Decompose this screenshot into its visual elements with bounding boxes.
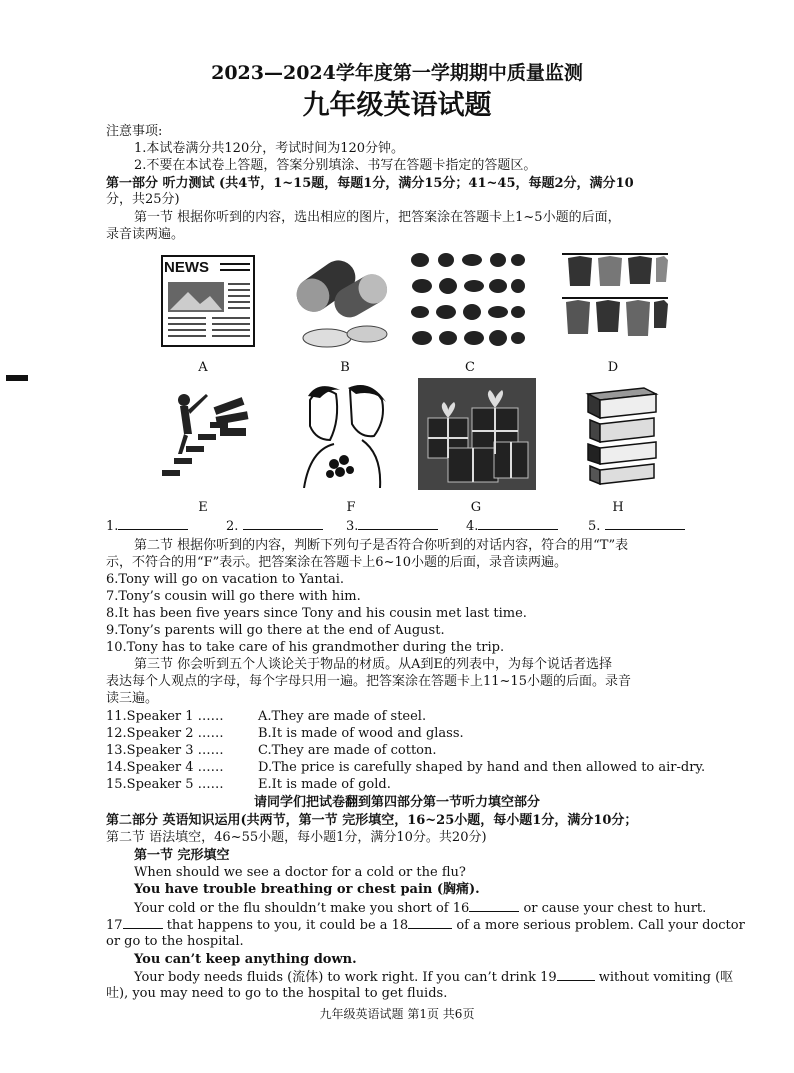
page-footer: 九年级英语试题 第1页 共6页 <box>319 1007 475 1021</box>
speaker-4: 14.Speaker 4 …… <box>106 760 224 775</box>
image-label-f: F <box>346 500 356 515</box>
speaker-3: 13.Speaker 3 …… <box>106 743 224 758</box>
speaker-2: 12.Speaker 2 …… <box>106 726 224 741</box>
passage-line-5: 吐), you may need to go to the hospital to get fluids. <box>106 986 448 1001</box>
blank-18[interactable] <box>408 917 452 929</box>
option-a: A.They are made of steel. <box>258 709 427 724</box>
part2-section1-title: 第一节 完形填空 <box>134 848 230 863</box>
statement-10: 10.Tony has to take care of his grandmother during the trip. <box>106 640 505 655</box>
passage-line-2: 17 that happens to you, it could be a 18 of a more serious problem. Call your doctor <box>106 918 745 933</box>
part2-heading: 第二部分 英语知识运用(共两节，第一节 完形填空，16~25小题，每小题1分，满分10分； <box>106 813 638 828</box>
statement-6: 6.Tony will go on vacation to Yantai. <box>106 572 345 587</box>
image-label-c: C <box>465 360 475 375</box>
image-label-d: D <box>607 360 619 375</box>
blank-19[interactable] <box>557 969 595 981</box>
answer-blank-3[interactable]: 3. <box>346 518 438 535</box>
part1-section2-instruction-cont: 示，不符合的用“F”表示。把答案涂在答题卡上6~10小题的后面，录音读两遍。 <box>106 555 568 570</box>
passage-question: When should we see a doctor for a cold or the flu? <box>134 865 466 880</box>
speaker-1: 11.Speaker 1 …… <box>106 709 224 724</box>
passage-subheading-1: You have trouble breathing or chest pain (胸痛). <box>134 882 480 897</box>
passage-subheading-2: You can’t keep anything down. <box>134 952 357 967</box>
notes-item-2: 2.不要在本试卷上答题，答案分别填涂、书写在答题卡指定的答题区。 <box>134 158 537 173</box>
blank-16[interactable] <box>469 900 519 912</box>
pills-icon <box>285 248 395 352</box>
passage-line-4: Your body needs fluids (流体) to work right. If you can’t drink 19 without vomiting (呕 <box>134 970 734 985</box>
binding-mark <box>6 375 28 381</box>
speaker-5: 15.Speaker 5 …… <box>106 777 224 792</box>
answer-blank-1[interactable]: 1. <box>106 518 188 535</box>
part1-section3-instruction-cont: 表达每个人观点的字母，每个字母只用一遍。把答案涂在答题卡上11~15小题的后面。录音 <box>106 674 631 689</box>
image-label-g: G <box>470 500 482 515</box>
newspaper-icon <box>160 252 256 348</box>
exam-title-line2: 九年级英语试题 <box>302 90 492 121</box>
gift-boxes-icon <box>418 378 536 490</box>
option-d: D.The price is carefully shaped by hand and then allowed to air-dry. <box>258 760 706 775</box>
statement-8: 8.It has been five years since Tony and his cousin met last time. <box>106 606 527 621</box>
turn-page-note: 请同学们把试卷翻到第四部分第一节听力填空部分 <box>253 795 540 810</box>
ladder-climber-icon <box>154 380 254 488</box>
mother-daughter-flowers-icon <box>290 380 394 488</box>
image-label-h: H <box>612 500 624 515</box>
clothes-rack-icon <box>560 248 670 348</box>
part1-heading: 第一部分 听力测试 (共4节，1~15题，每题1分，满分15分；41~45，每题2分，满分10 <box>106 176 634 191</box>
image-label-b: B <box>340 360 350 375</box>
image-label-a: A <box>198 360 208 375</box>
exam-title-line1: 2023—2024学年度第一学期期中质量监测 <box>211 62 583 84</box>
passage-line-3: or go to the hospital. <box>106 934 244 949</box>
part1-section3-instruction: 第三节 你会听到五个人谈论关于物品的材质。从A到E的列表中，为每个说话者选择 <box>134 657 613 672</box>
option-e: E.It is made of gold. <box>258 777 391 792</box>
part1-heading-cont: 分，共25分) <box>106 192 180 207</box>
passage-line-1: Your cold or the flu shouldn’t make you short of 16 or cause your chest to hurt. <box>134 901 707 916</box>
answer-blank-4[interactable]: 4. <box>466 518 558 535</box>
answer-blank-5[interactable]: 5. <box>588 518 685 535</box>
part1-section2-instruction: 第二节 根据你听到的内容，判断下列句子是否符合你听到的对话内容，符合的用“T”表 <box>134 538 629 553</box>
statement-7: 7.Tony’s cousin will go there with him. <box>106 589 361 604</box>
books-stack-icon <box>582 384 662 488</box>
newspaper-masthead: NEWS <box>164 259 209 276</box>
option-c: C.They are made of cotton. <box>258 743 437 758</box>
notes-heading: 注意事项: <box>106 124 163 139</box>
image-label-e: E <box>198 500 208 515</box>
part1-section1-instruction-cont: 录音读两遍。 <box>106 227 185 242</box>
statement-9: 9.Tony’s parents will go there at the end of August. <box>106 623 445 638</box>
part2-heading-cont: 第二节 语法填空，46~55小题，每小题1分，满分10分。共20分) <box>106 830 487 845</box>
notes-item-1: 1.本试卷满分共120分，考试时间为120分钟。 <box>134 141 405 156</box>
hats-icon <box>408 248 526 352</box>
part1-section3-instruction-end: 读三遍。 <box>106 691 159 706</box>
blank-17[interactable] <box>123 917 163 929</box>
part1-section1-instruction: 第一节 根据你听到的内容，选出相应的图片，把答案涂在答题卡上1~5小题的后面， <box>134 210 621 225</box>
option-b: B.It is made of wood and glass. <box>258 726 464 741</box>
answer-blank-2[interactable]: 2. <box>226 518 323 535</box>
